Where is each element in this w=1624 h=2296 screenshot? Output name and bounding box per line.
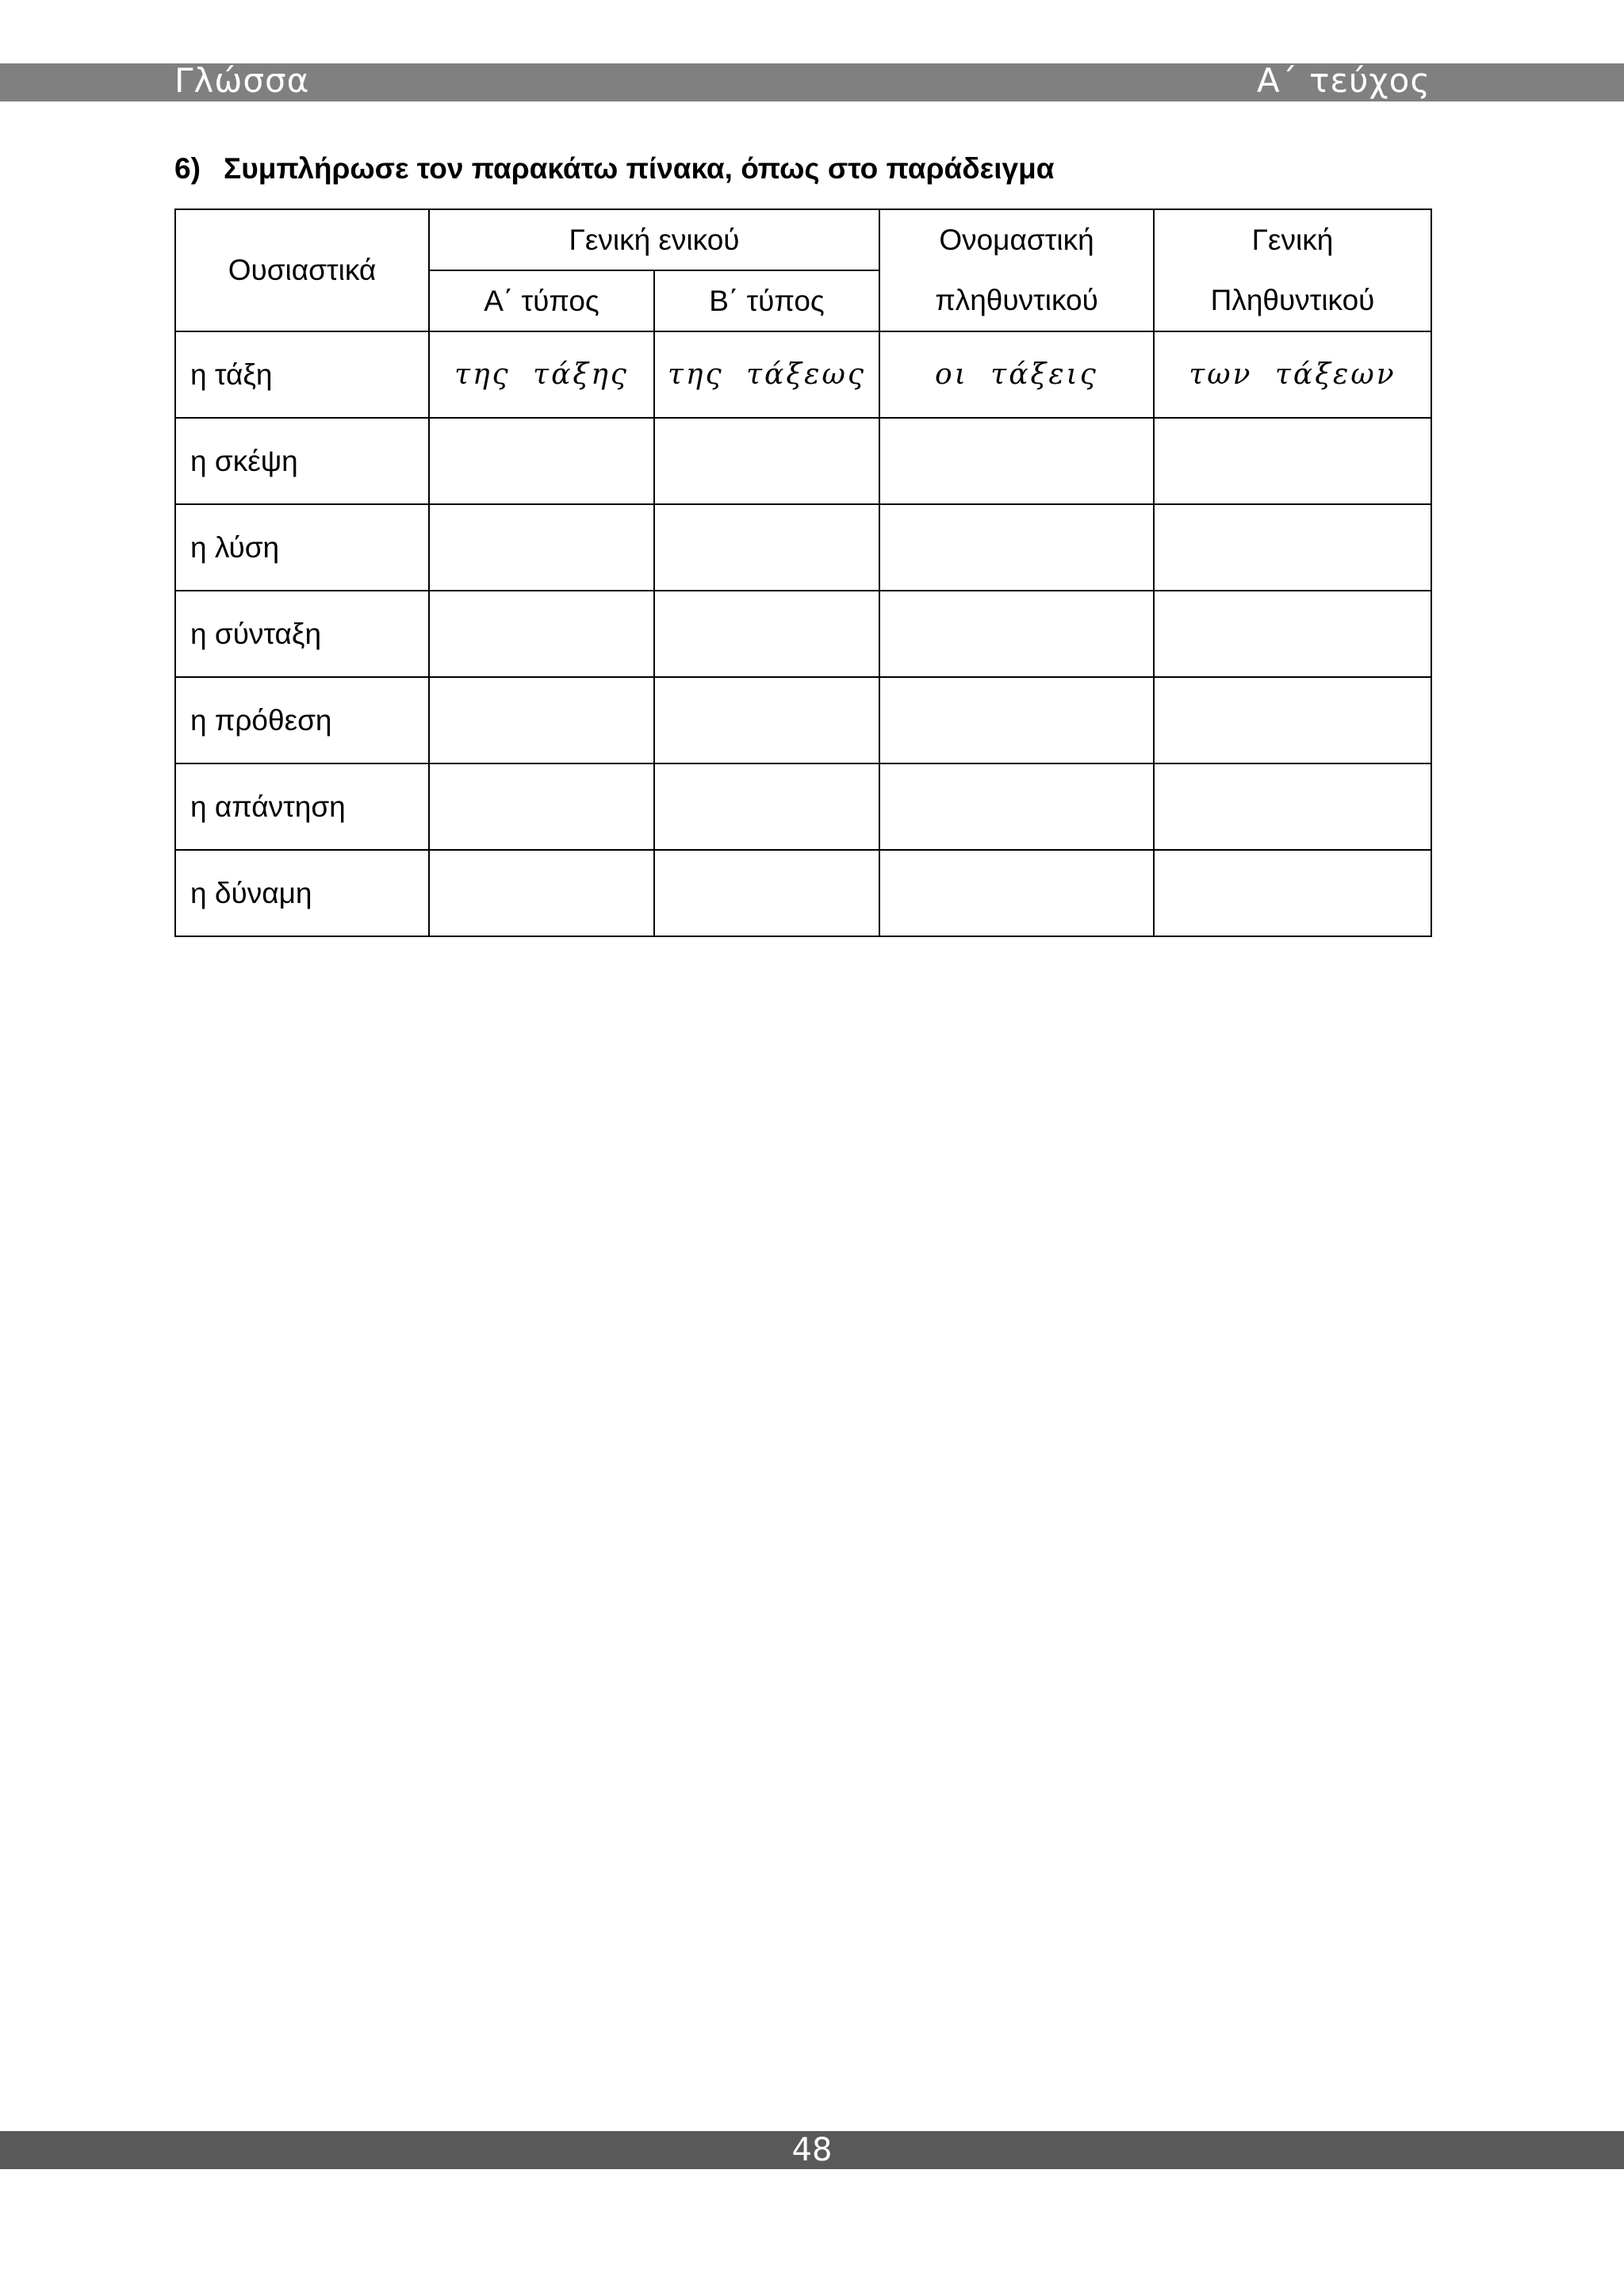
answer-cell-genitive-plural[interactable] (1154, 763, 1431, 850)
exercise-title (174, 147, 1054, 190)
answer-cell-nominative-plural[interactable] (879, 850, 1154, 936)
answer-cell-type-b: της τάξεως (654, 331, 879, 418)
answer-cell-nominative-plural[interactable] (879, 418, 1154, 504)
answer-cell-type-a[interactable] (429, 504, 654, 591)
table-row (175, 763, 1431, 850)
table-row (175, 591, 1431, 677)
answer-cell-type-a: της τάξης (429, 331, 654, 418)
exercise-instruction: Συμπλήρωσε τον παρακάτω πίνακα, όπως στο παράδειγμα (224, 152, 1055, 185)
answer-cell-genitive-plural[interactable] (1154, 591, 1431, 677)
answer-cell-type-b[interactable] (654, 504, 879, 591)
header-subject: Γλώσσα (174, 61, 310, 100)
noun-cell: η λύση (175, 504, 429, 591)
answer-cell-nominative-plural[interactable] (879, 504, 1154, 591)
header-genitive-plural-line1: Γενική (1251, 224, 1334, 256)
answer-cell-genitive-plural[interactable] (1154, 418, 1431, 504)
header-nominative-plural-line1: Ονομαστική (939, 224, 1094, 256)
header-nominative-plural (879, 209, 1154, 331)
answer-cell-type-a[interactable] (429, 850, 654, 936)
header-noun: Ουσιαστικά (175, 209, 429, 331)
page-number: 48 (791, 2132, 833, 2168)
answer-cell-type-a[interactable] (429, 763, 654, 850)
header-genitive-plural-line2: Πληθυντικού (1210, 284, 1375, 316)
answer-cell-genitive-plural[interactable] (1154, 677, 1431, 763)
exercise-table (174, 209, 1432, 937)
header-genitive-plural (1154, 209, 1431, 331)
answer-cell-genitive-plural: των τάξεων (1154, 331, 1431, 418)
answer-cell-genitive-plural[interactable] (1154, 850, 1431, 936)
answer-cell-type-b[interactable] (654, 850, 879, 936)
noun-cell: η πρόθεση (175, 677, 429, 763)
header-genitive-singular: Γενική ενικού (429, 209, 879, 270)
noun-cell: η τάξη (175, 331, 429, 418)
answer-cell-type-a[interactable] (429, 591, 654, 677)
header-type-a: Α΄ τύπος (429, 270, 654, 331)
answer-cell-type-b[interactable] (654, 591, 879, 677)
table-row (175, 850, 1431, 936)
answer-cell-type-b[interactable] (654, 677, 879, 763)
answer-cell-type-b[interactable] (654, 763, 879, 850)
noun-cell: η απάντηση (175, 763, 429, 850)
answer-cell-nominative-plural[interactable] (879, 677, 1154, 763)
noun-cell: η σκέψη (175, 418, 429, 504)
noun-cell: η σύνταξη (175, 591, 429, 677)
table-row (175, 331, 1431, 418)
table-row (175, 677, 1431, 763)
answer-cell-type-a[interactable] (429, 677, 654, 763)
header-type-b: Β΄ τύπος (654, 270, 879, 331)
noun-cell: η δύναμη (175, 850, 429, 936)
answer-cell-nominative-plural: οι τάξεις (879, 331, 1154, 418)
header-volume: Α΄ τεύχος (1257, 61, 1431, 100)
answer-cell-type-a[interactable] (429, 418, 654, 504)
answer-cell-nominative-plural[interactable] (879, 763, 1154, 850)
header-nominative-plural-line2: πληθυντικού (935, 284, 1098, 316)
answer-cell-type-b[interactable] (654, 418, 879, 504)
table-header-row-1 (175, 209, 1431, 270)
table-row (175, 504, 1431, 591)
answer-cell-nominative-plural[interactable] (879, 591, 1154, 677)
answer-cell-genitive-plural[interactable] (1154, 504, 1431, 591)
table-row (175, 418, 1431, 504)
exercise-number: 6) (174, 152, 201, 185)
